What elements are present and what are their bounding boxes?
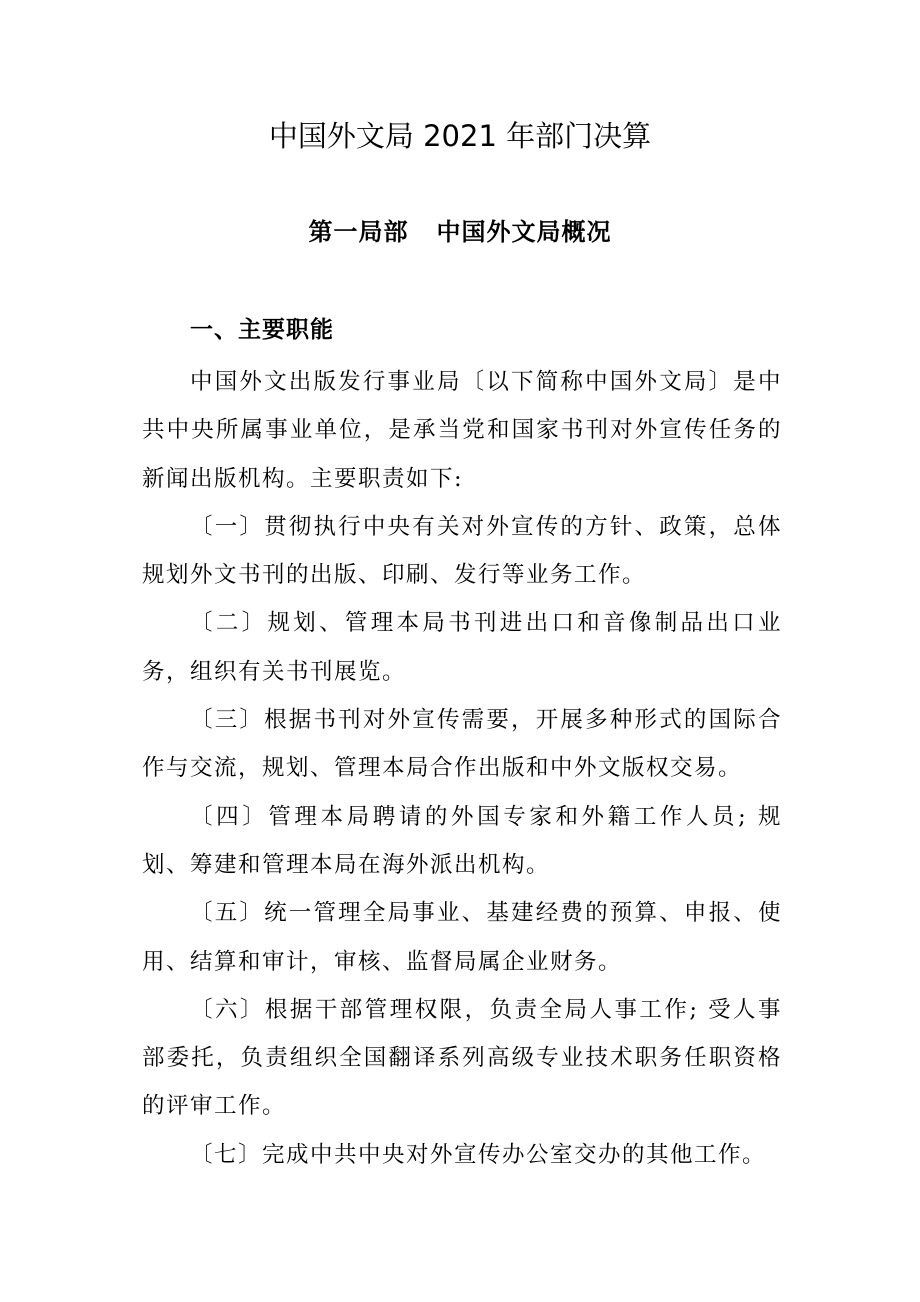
paragraph-duty-3: 〔三〕根据书刊对外宣传需要，开展多种形式的国际合作与交流，规划、管理本局合作出版和中外文版权交易。 xyxy=(142,707,782,782)
part-name: 中国外文局概况 xyxy=(436,218,612,246)
part-label: 第一局部 xyxy=(308,218,409,246)
paragraph-intro: 中国外文出版发行事业局〔以下简称中国外文局〕是中共中央所属事业单位，是承当党和国家书刊对外宣传任务的新闻出版机构。主要职责如下: xyxy=(142,369,782,492)
document-title: 中国外文局 2021 年部门决算 xyxy=(268,119,652,153)
paragraph-duty-6: 〔六〕根据干部管理权限，负责全局人事工作; 受人事部委托，负责组织全国翻译系列高级专业技术职务任职资格的评审工作。 xyxy=(142,996,782,1120)
paragraph-duty-1: 〔一〕贯彻执行中央有关对外宣传的方针、政策，总体规划外文书刊的出版、印刷、发行等业务工作。 xyxy=(142,513,782,589)
paragraph-duty-5: 〔五〕统一管理全局事业、基建经费的预算、申报、使用、结算和审计，审核、监督局属企业财务。 xyxy=(142,900,782,975)
body-text xyxy=(142,358,782,1179)
paragraph-duty-2: 〔二〕规划、管理本局书刊进出口和音像制品出口业务，组织有关书刊展览。 xyxy=(142,610,782,685)
paragraph-duty-7: 〔七〕完成中共中央对外宣传办公室交办的其他工作。 xyxy=(190,1141,767,1168)
paragraph-duty-4: 〔四〕管理本局聘请的外国专家和外籍工作人员; 规划、筹建和管理本局在海外派出机构。 xyxy=(142,803,782,878)
part-title xyxy=(0,212,920,252)
section-heading: 一、主要职能 xyxy=(190,317,334,343)
